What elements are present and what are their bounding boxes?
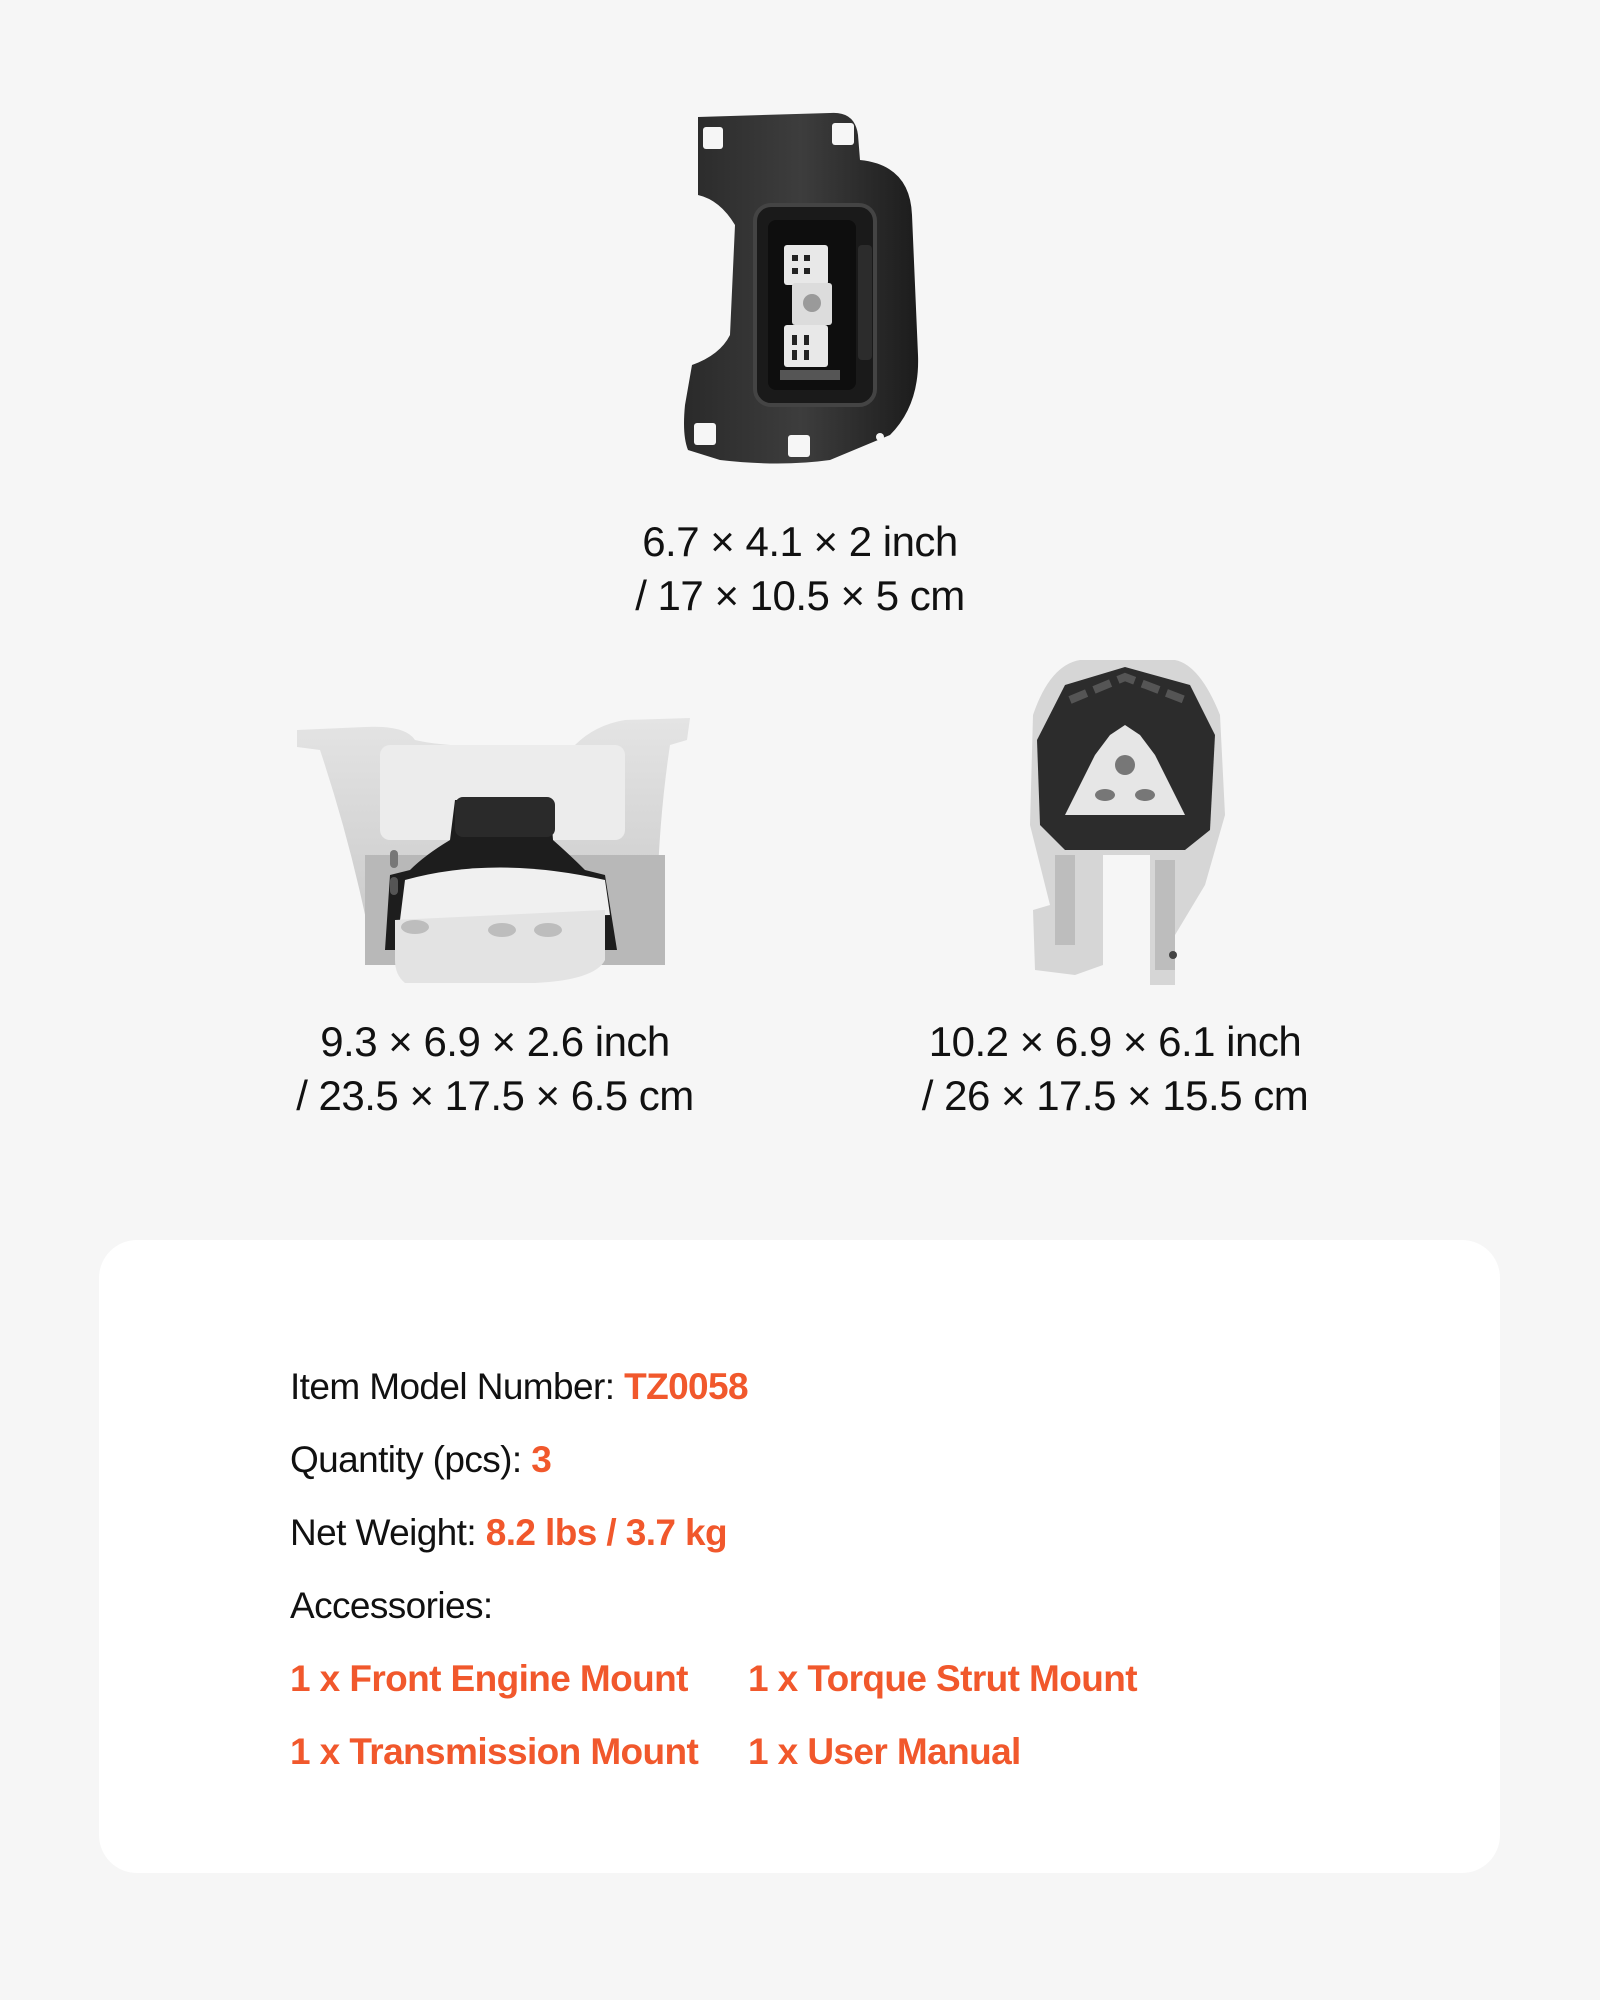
accessories-heading-row xyxy=(290,1569,1137,1642)
torque-strut-mount-dimensions xyxy=(875,1015,1355,1123)
net-weight-value: 8.2 lbs / 3.7 kg xyxy=(485,1512,728,1553)
transmission-mount-dimensions xyxy=(560,515,1040,623)
quantity-row xyxy=(290,1423,1137,1496)
dimension-inch: 10.2 × 6.9 × 6.1 inch xyxy=(928,1018,1302,1065)
accessory-item: 1 x User Manual xyxy=(748,1731,1021,1772)
net-weight-row xyxy=(290,1496,1137,1569)
accessories-row-1 xyxy=(290,1642,1137,1715)
dimension-inch: 9.3 × 6.9 × 2.6 inch xyxy=(320,1018,670,1065)
engine-mount-image xyxy=(295,705,700,985)
accessories-label: Accessories: xyxy=(290,1585,493,1626)
accessory-item: 1 x Torque Strut Mount xyxy=(748,1658,1137,1699)
dimension-cm: / 23.5 × 17.5 × 6.5 cm xyxy=(296,1072,694,1119)
dimension-cm: / 17 × 10.5 × 5 cm xyxy=(635,572,965,619)
model-number-row xyxy=(290,1350,1137,1423)
engine-mount-dimensions xyxy=(255,1015,735,1123)
net-weight-label: Net Weight: xyxy=(290,1512,477,1553)
model-number-label: Item Model Number: xyxy=(290,1366,615,1407)
dimension-cm: / 26 × 17.5 × 15.5 cm xyxy=(921,1072,1309,1119)
torque-strut-mount-image xyxy=(1025,655,1230,990)
transmission-mount-image xyxy=(680,105,940,475)
specs-list xyxy=(290,1350,1137,1788)
quantity-label: Quantity (pcs): xyxy=(290,1439,522,1480)
accessory-item: 1 x Front Engine Mount xyxy=(290,1658,688,1699)
model-number-value: TZ0058 xyxy=(624,1366,748,1407)
accessories-row-2 xyxy=(290,1715,1137,1788)
quantity-value: 3 xyxy=(531,1439,552,1480)
dimension-inch: 6.7 × 4.1 × 2 inch xyxy=(642,518,958,565)
accessory-item: 1 x Transmission Mount xyxy=(290,1731,699,1772)
